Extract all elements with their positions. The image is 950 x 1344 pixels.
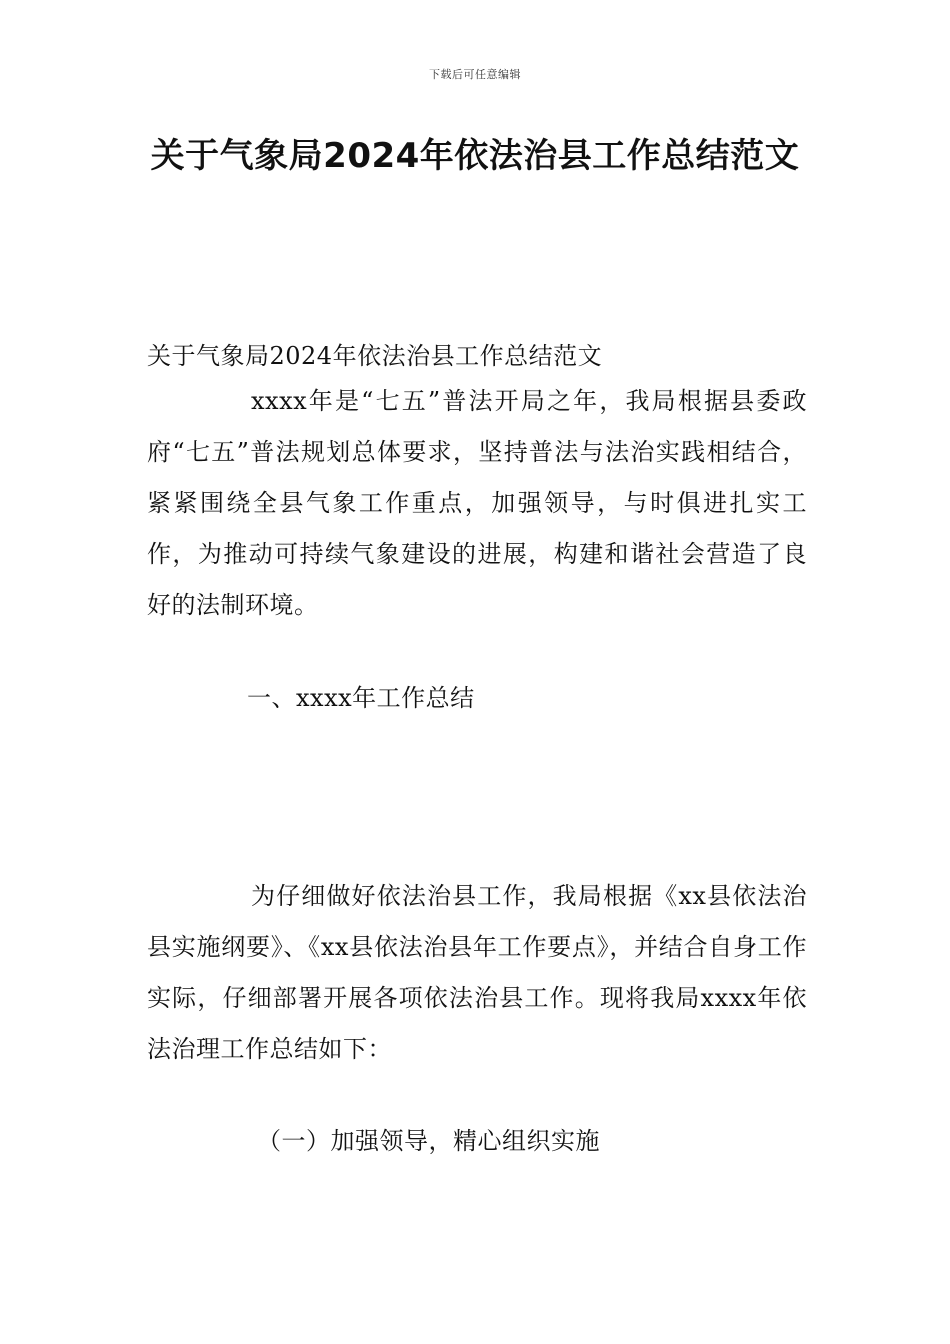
section-heading-one: 一、xxxx年工作总结 (247, 684, 475, 712)
document-title: 关于气象局2024年依法治县工作总结范文 (150, 136, 800, 176)
subsection-heading-one: （一）加强领导，精心组织实施 (257, 1127, 600, 1155)
header-note: 下载后可任意编辑 (429, 68, 521, 81)
summary-paragraph: 为仔细做好依法治县工作，我局根据《xx县依法治县实施纲要》、《xx县依法治县年工作要点》，并结合自身工作实际，仔细部署开展各项依法治县工作。现将我局xxxx年依法治理工作总结如下： (147, 882, 807, 1063)
intro-paragraph: xxxx年是“七五”普法开局之年，我局根据县委政府“七五”普法规划总体要求，坚持普法与法治实践相结合，紧紧围绕全县气象工作重点，加强领导，与时俱进扎实工作，为推动可持续气象建设的进展，构建和谐社会营造了良好的法制环境。 (147, 387, 807, 619)
document-subtitle: 关于气象局2024年依法治县工作总结范文 (147, 342, 603, 370)
